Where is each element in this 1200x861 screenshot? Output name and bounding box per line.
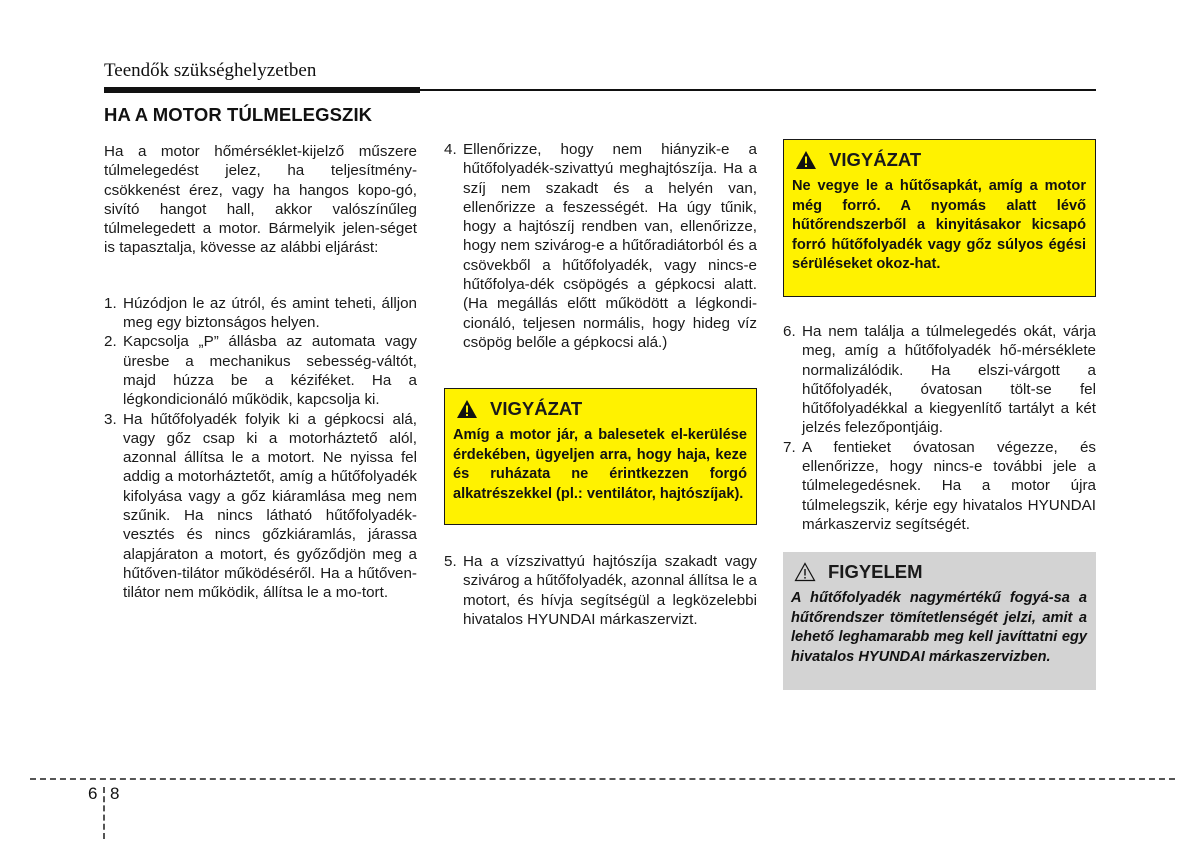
footer-divider	[30, 778, 1175, 780]
caution-box-radiator-cap	[783, 139, 1096, 297]
caution-text: Ne vegye le a hűtősapkát, amíg a motor még forró. A nyomás alatt lévő hűtőrendszerből a kinyitásakor kicsapó forró hűtőfolyadék vagy gőz súlyos égési sérüléseket okoz-hat.	[792, 178, 1086, 273]
notice-box-coolant-loss	[783, 552, 1096, 690]
caution-text: Amíg a motor jár, a balesetek el-kerülése érdekében, ügyeljen arra, hogy haja, keze és ruházata ne érintkezzen forgó alkatrészekkel (pl.: ventilátor, hajtószíjak).	[453, 427, 747, 502]
chapter-number: 6	[88, 784, 98, 803]
notice-triangle-icon	[794, 562, 816, 582]
steps-list-1	[104, 294, 417, 603]
step-text: Ha a vízszivattyú hajtószíja szakadt vagy szivárog a hűtőfolyadék, azonnal állítsa le a motort, és hívja segítségül a legközelebbi hivatalos HYUNDAI márkaszervizt.	[463, 553, 757, 628]
header-rule-thin	[420, 89, 1096, 91]
step-number: 1.	[104, 294, 117, 312]
page-header: Teendők szükséghelyzetben	[104, 60, 317, 81]
step-text: Ha nem találja a túlmelegedés okát, várja meg, amíg a hűtőfolyadék hő-mérséklete normalizálódik. Ha elszi-várgott a hűtőfolyadék, óvatosan tölt-se fel hűtőfolyadékkal a kiegyenlítő tartályt a két jelzés felezőpontjáig.	[802, 323, 1096, 437]
list-item	[104, 332, 417, 409]
step-number: 4.	[444, 141, 457, 158]
page-number: 8	[110, 784, 120, 803]
step-number: 3.	[104, 410, 117, 428]
steps-list-4	[783, 322, 1096, 534]
section-title: HA A MOTOR TÚLMELEGSZIK	[104, 104, 373, 125]
steps-list-3	[444, 552, 757, 629]
step-text: A fentieket óvatosan végezze, és ellenőrizze, hogy nincs-e további jele a túlmelegedésnek. Ha a motor újra túlmelegszik, kérje egy hivatalos HYUNDAI márkaszerviz segítségét.	[802, 438, 1096, 533]
caution-title: VIGYÁZAT	[829, 149, 922, 170]
step-text: Ha hűtőfolyadék folyik ki a gépkocsi alá, vagy gőz csap ki a motorháztető alól, azonnal állítsa le a motort. Ne nyissa fel addig a motorháztetőt, amíg a hűtőfolyadék kifolyása vagy a gőz kiáramlása meg nem szűnik. Ha nincs látható hűtőfolyadék-vesztés és nincs gőzkiáramlás, járassa alapjáraton a motort, és győződjön meg a hűtőven-tilátor működéséről. Ha a hűtőven-tilátor nem működik, állítsa le a mo-tort.	[123, 410, 417, 602]
intro-paragraph: Ha a motor hőmérséklet-kijelző műszere túlmelegedést jelez, ha teljesítmény-csökkenést érez, vagy ha hangos kopo-gó, sivító hangot hall, akkor valószínűleg túlmelegedett a motor. Bármelyik jelen-séget is tapasztalja, kövesse az alábbi eljárást:	[104, 143, 417, 257]
warning-triangle-icon	[795, 150, 817, 170]
step-number: 7.	[783, 438, 796, 456]
column-middle-lower	[444, 552, 757, 629]
caution-box-rotating-parts	[444, 388, 757, 525]
header-rule-thick	[104, 87, 420, 93]
steps-list-2	[444, 140, 757, 352]
list-item	[104, 294, 417, 333]
step-number: 5.	[444, 553, 457, 570]
step-text: Kapcsolja „P” állásba az automata vagy üresbe a mechanikus sebesség-váltót, majd húzza be a kéziféket. Ha a légkondicionáló működik, kapcsolja ki.	[123, 333, 417, 409]
list-item	[444, 552, 757, 629]
notice-title: FIGYELEM	[828, 561, 923, 582]
column-right	[783, 322, 1096, 534]
step-text: Ellenőrizze, hogy nem hiányzik-e a hűtőfolyadék-szivattyú meghajtószíja. Ha a szíj nem szakadt és a helyén van, ellenőrizze a feszességét. Ha úgy tűnik, hogy a hajtószíj rendben van, ellenőrizze, hogy nem szivárog-e a hűtőradiátorból és a csövekből a hűtőfolyadék, vagy nincs-e hűtőfolya-dék csöpögés a gépkocsi alatt. (Ha megállás előtt működött a légkondi-cionáló, teljesen normális, hogy hideg víz csöpög belőle a gépkocsi alá.)	[463, 141, 757, 351]
step-number: 6.	[783, 323, 796, 340]
list-item	[104, 410, 417, 603]
footer-vertical-divider	[103, 787, 105, 839]
caution-title: VIGYÁZAT	[490, 398, 583, 419]
list-item	[444, 140, 757, 352]
column-left	[104, 142, 417, 603]
step-number: 2.	[104, 333, 117, 351]
column-middle	[444, 140, 757, 352]
step-text: Húzódjon le az útról, és amint teheti, álljon meg egy biztonságos helyen.	[123, 294, 417, 332]
warning-triangle-icon	[456, 399, 478, 419]
list-item	[783, 322, 1096, 438]
list-item	[783, 438, 1096, 534]
notice-text: A hűtőfolyadék nagymértékű fogyá-sa a hűtőrendszer tömítetlenségét jelzi, amit a lehető leghamarabb meg kell javíttatni egy hivatalos HYUNDAI márkaszervizben.	[791, 590, 1087, 665]
